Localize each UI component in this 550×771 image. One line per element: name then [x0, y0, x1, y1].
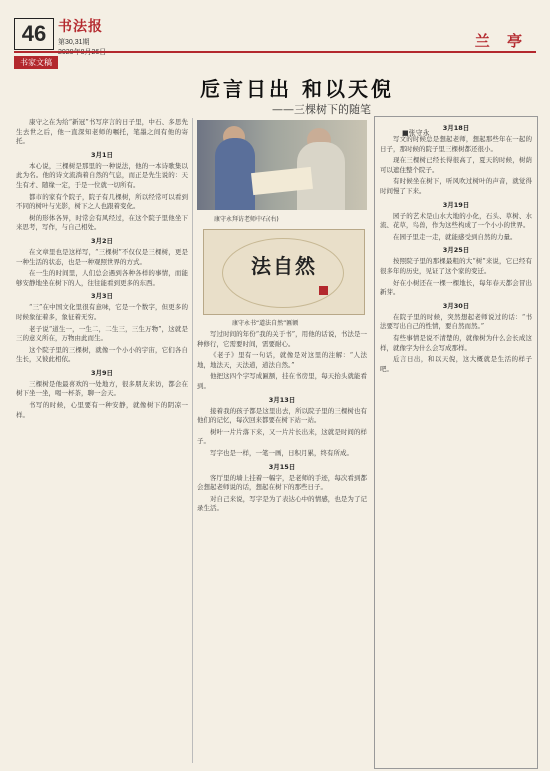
article-paragraph: 本心说，三棵树是那里的一种说法，他的一本诗歌集以此为名。他的诗文流淌着自然的气息，而正是先生说的：天生有才、随缘一定，于是一位就一切所有。 — [16, 161, 188, 189]
text-column-left — [16, 118, 188, 763]
article-paragraph: 按照院子里的那棵最粗的大“树”来说，它已经有很多年的历史，见证了这个家的变迁。 — [380, 257, 532, 275]
plaque-calligraphy: 法自然 — [251, 254, 317, 278]
date-heading: 3月19日 — [442, 200, 470, 209]
photo-visit — [197, 120, 367, 210]
article-paragraph: 有时候坐在树下，听风吹过树叶的声音，就觉得时间慢了下来。 — [380, 177, 532, 195]
article-paragraph: 在一生的时间里，人们总会遇到各种各样的事情，而能够安静地坐在树下的人，往往能看到更多的东西。 — [16, 269, 188, 287]
section-tag: 书家文稿 — [14, 56, 58, 69]
article-paragraph: 这个院子里的三棵树，就像一个小小的宇宙，它们各自生长，又彼此相依。 — [16, 345, 188, 364]
article-paragraph: 接着我的孩子都是这里出去，所以院子里的三棵树也有他们的记忆，每次回来都要在树下站一站。 — [197, 406, 367, 425]
article-paragraph: 康守之在为给“新冠”书写序言的日子里，中石、多思先生去世之后，他一直深知老师的嘱托，笔墨之间有他的寄托。 — [16, 118, 188, 146]
page-number: 46 — [14, 18, 54, 50]
article-subtitle: ——三棵树下的随笔 — [272, 103, 371, 116]
article-paragraph: 写文的时候总是想起老师，想起那些年在一起的日子，那时候的院子里三棵树都还很小。 — [380, 135, 532, 153]
article-paragraph: 对自己来说，写字是为了表达心中的情感，也是为了记录生活。 — [197, 494, 367, 513]
article-paragraph: 老子说“道生一，一生二，二生三，三生万物”，这就是三的意义所在，万物由此而生。 — [16, 324, 188, 343]
article-paragraph: 三棵树是他最喜欢的一处地方，很多朋友来访，都会在树下坐一坐，喝一杯茶，聊一会天。 — [16, 379, 188, 398]
issue-number: 第30,31期 — [58, 39, 90, 46]
article-paragraph: 好在小树还在一棵一棵地长，每年春天都会冒出新芽。 — [380, 278, 532, 297]
article-paragraph: 有些事情是说不清楚的，就像树为什么会长成这样，就像字为什么会写成那样。 — [380, 333, 532, 352]
article-paragraph: 《老子》里有一句话，就像是对这里的注解：“人法地，地法天，天法道，道法自然。” — [197, 351, 367, 369]
seal-stamp — [319, 286, 328, 295]
paper-logo: 书法报 — [58, 19, 103, 35]
article-paragraph: 现在三棵树已经长得很高了，夏天的时候，树荫可以遮住整个院子。 — [380, 156, 532, 174]
article-paragraph: 客厅里的墙上挂着一幅字，是老师的手迹，每次看到都会想起老师说的话，想起在树下的那些日子。 — [197, 473, 367, 492]
article-paragraph: 书写的时候，心里要有一种安静，就像树下的阴凉一样。 — [16, 401, 188, 419]
date-heading: 3月1日 — [90, 150, 114, 159]
date-heading: 3月30日 — [442, 301, 470, 310]
article-paragraph: 树叶一片片落下来，又一片片长出来，这就是时间的样子。 — [197, 427, 367, 446]
date-heading: 3月18日 — [442, 124, 470, 132]
article-paragraph: 园子的艺术是山水大地的小化，石头、草树、水流、花草，鸟兽，作为这些构成了一个小小的世界。 — [380, 211, 532, 230]
date-heading: 3月13日 — [268, 395, 296, 404]
article-paragraph: “三”在中国文化里很有意味，它是一个数字，但更多的时候象征着多，象征着无穷。 — [16, 303, 188, 321]
date-heading: 3月2日 — [90, 236, 114, 245]
article-paragraph: 都市的家有个院子，院子有几棵树，所以经常可以看到不同的树叶与光影，树下之人也跟着变化。 — [16, 192, 188, 211]
article-paragraph: 在园子里走一走，就能感受到自然的力量。 — [393, 232, 517, 241]
article-paragraph: 写过时间的年份“我的关于书”，用他的话说，书法是一种修行，它需要时间，需要耐心。 — [197, 330, 367, 348]
text-column-middle — [197, 330, 367, 763]
article-paragraph: 卮言日出，和以天倪，这大概就是生活的样子吧。 — [380, 355, 532, 373]
article-paragraph: 他把这四个字写成匾额，挂在书房里，每天抬头就能看到。 — [197, 372, 367, 390]
date-heading: 3月9日 — [90, 368, 114, 377]
date-heading: 3月25日 — [442, 246, 470, 255]
header-rule — [14, 51, 536, 53]
article-paragraph: 在院子里的时候，突然想起老师说过的话：“书法要写出自己的性情，要自然而然。” — [380, 312, 532, 331]
column-divider — [192, 118, 193, 763]
photo-caption: 康守永书“道法自然”匾额 — [232, 320, 299, 327]
article-paragraph: 树的形体各异，时常会有风经过，在这个院子里他坐下来思考，写作，与自己相处。 — [16, 213, 188, 232]
date-heading: 3月15日 — [268, 462, 296, 471]
date-heading: 3月3日 — [90, 292, 114, 301]
photo-caption: 康守永拜访老师中石(右) — [214, 216, 279, 223]
person-figure — [215, 138, 255, 210]
article-title: 卮言日出 和以天倪 — [200, 77, 394, 101]
photo-plaque — [203, 229, 365, 315]
author-name: ■张守永 — [402, 129, 430, 137]
article-paragraph: 在文章里也是这样写，“三棵树”不仅仅是三棵树，更是一种生活的状态，也是一种观照世界的方式。 — [16, 247, 188, 266]
column-name: 兰 亭 — [474, 32, 528, 50]
text-column-right — [380, 120, 532, 763]
article-paragraph: 写字也是一样，一笔一画，日积月累，终有所成。 — [210, 448, 353, 457]
